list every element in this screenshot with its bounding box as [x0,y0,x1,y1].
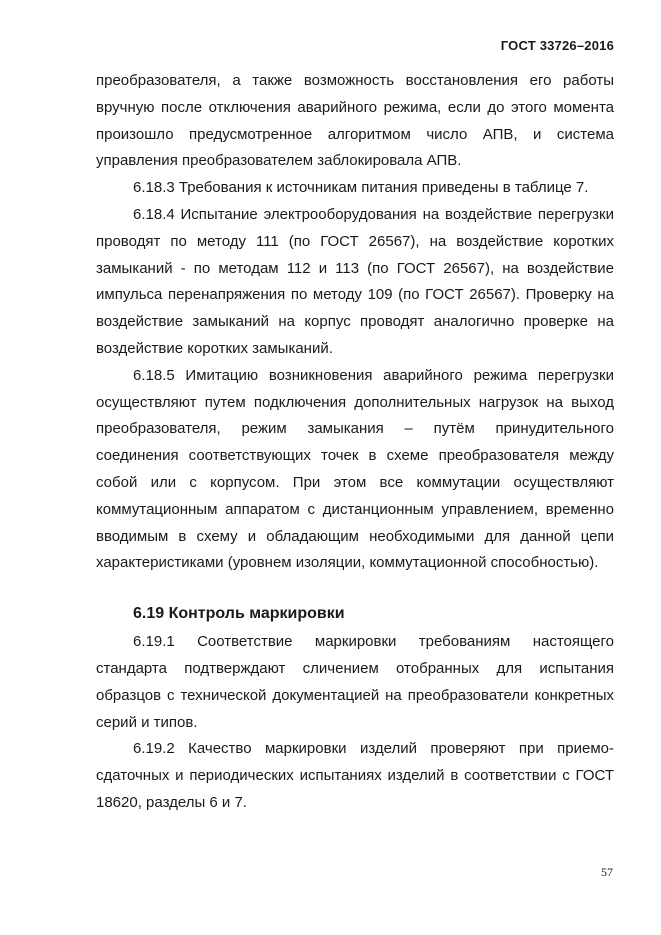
document-body [96,68,614,817]
standard-code-header: ГОСТ 33726–2016 [500,38,614,53]
paragraph-6-18-3: 6.18.3 Требования к источникам питания приведены в таблице 7. [133,179,589,197]
page-number: 57 [601,865,613,879]
section-heading-6-19: 6.19 Контроль маркировки [133,605,345,623]
paragraph-6-18-5: 6.18.5 Имитацию возникновения аварийного режима перегрузки осуществляют путем подключения дополнительных нагрузок на выход преобразователя, режим замыкания – путём принудительного соединения соответствующих точек в схеме преобразователя между собой или с корпусом. При этом все коммутации осуществляют коммутационным аппаратом с дистанционным управлением, временно вводимым в схему и обладающим необходимыми для данной цепи характеристиками (уровнем изоляции, коммутационной способностью). [96,366,614,572]
paragraph-6-18-4: 6.18.4 Испытание электрооборудования на воздействие перегрузки проводят по методу 111 (по ГОСТ 26567), на воздействие коротких замыканий - по методам 112 и 113 (по ГОСТ 26567), на воздействие импульса перенапряжения по методу 109 (по ГОСТ 26567). Проверку на воздействие замыканий на корпус проводят аналогично проверке на воздействие коротких замыканий. [96,205,614,357]
continued-paragraph: преобразователя, а также возможность восстановления его работы вручную после отключения аварийного режима, если до этого момента произошло предусмотренное алгоритмом число АПВ, и система управления преобразователем заблокировала АПВ. [96,72,614,170]
paragraph-6-19-1: 6.19.1 Соответствие маркировки требованиям настоящего стандарта подтверждают сличением отобранных для испытания образцов с технической документацией на преобразователи конкретных серий и типов. [96,633,614,731]
paragraph-6-19-2: 6.19.2 Качество маркировки изделий проверяют при приемо-сдаточных и периодических испытаниях изделий в соответствии с ГОСТ 18620, разделы 6 и 7. [96,740,614,811]
